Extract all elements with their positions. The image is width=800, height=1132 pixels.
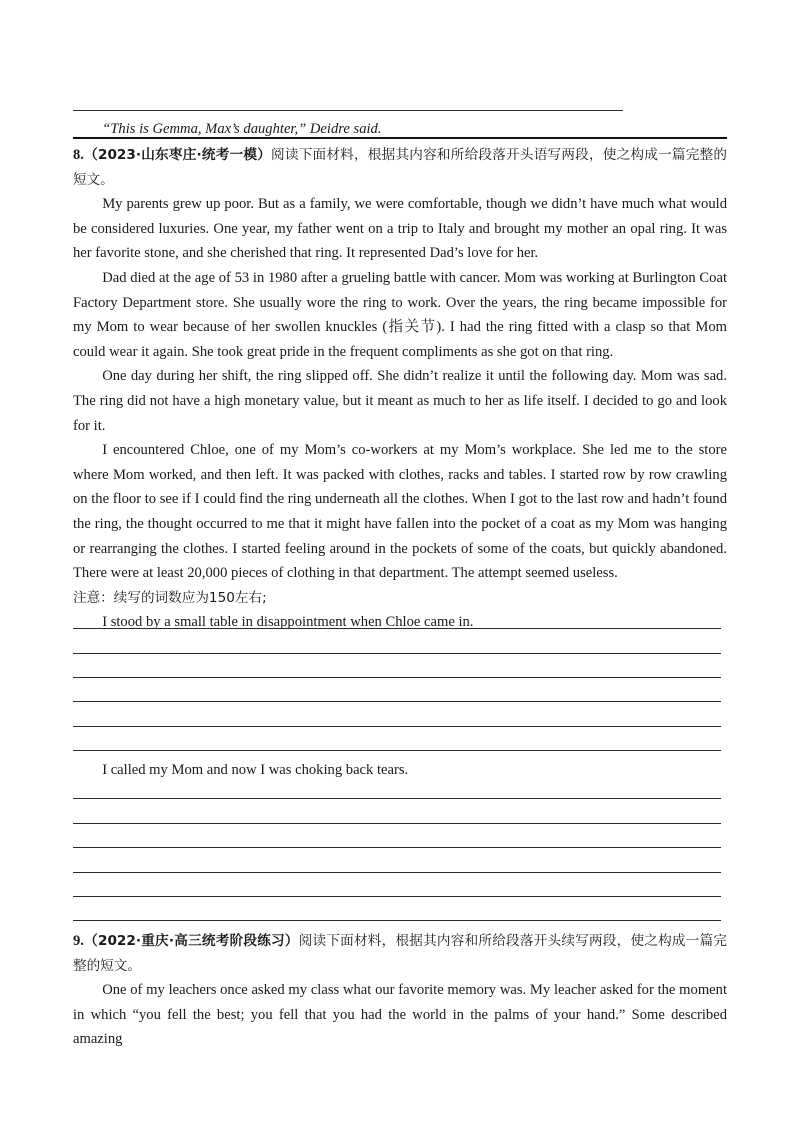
passage-paragraph: One of my leachers once asked my class what our favorite memory was. My leacher asked for the moment in which “you fell the best; you fell that you had the world in the palms of your hand.” Some described amazing — [73, 982, 727, 1048]
passage-paragraph: One day during her shift, the ring slipped off. She didn’t realize it until the following day. Mom was sad. The ring did not have a high monetary value, but it meant as much to her as life itself. I decided to go and look for it. — [73, 368, 727, 434]
question-number: 9. — [73, 933, 84, 949]
writing-line — [73, 110, 623, 111]
writing-line — [73, 823, 721, 824]
question-9-header — [73, 929, 727, 978]
writing-line — [73, 701, 721, 702]
writing-line — [73, 726, 721, 727]
passage-paragraph: I encountered Chloe, one of my Mom’s co-workers at my Mom’s workplace. She led me to the store where Mom worked, and then left. It was packed with clothes, racks and tables. I started row by row crawling on the floor to see if I could find the ring underneath all the clothes. When I got to the last row and hadn’t found the ring, the thought occurred to me that it might have fallen into the pocket of a coat as my Mom was hanging or rearranging the clothes. I started feeling around in the pockets of some of the coats, but quickly abandoned. There were at least 20,000 pieces of clothing in that department. The attempt seemed useless. — [73, 442, 727, 582]
question-8-prompt-2 — [73, 758, 727, 783]
section-divider — [73, 137, 727, 139]
writing-line — [73, 920, 721, 921]
writing-line — [73, 628, 721, 629]
writing-line — [73, 653, 721, 654]
writing-line — [73, 896, 721, 897]
question-instruction: 阅读下面材料，根据其内容和所给段落开头语写两段，使之构成一篇完整的短文。 — [73, 147, 727, 188]
word-count-note: 注意：续写的词数应为150左右; — [73, 589, 267, 606]
writing-line — [73, 750, 721, 751]
question-source: （2022·重庆·高三统考阶段练习） — [83, 933, 299, 949]
question-8-header — [73, 143, 727, 192]
question-instruction: 阅读下面材料，根据其内容和所给段落开头续写两段，使之构成一篇完整的短文。 — [73, 933, 727, 974]
top-quote: “This is Gemma, Max’s daughter,” Deidre said. — [102, 121, 382, 137]
question-number: 8. — [73, 147, 84, 163]
question-8 — [73, 143, 727, 635]
question-source: （2023·山东枣庄·统考一模） — [83, 147, 272, 163]
writing-line — [73, 677, 721, 678]
writing-line — [73, 872, 721, 873]
writing-line — [73, 847, 721, 848]
writing-line — [73, 798, 721, 799]
question-9 — [73, 929, 727, 1052]
passage-paragraph: My parents grew up poor. But as a family, we were comfortable, though we didn’t have much what would be considered luxuries. One year, my father went on a trip to Italy and brought my mother an opal ring. It was her favorite stone, and she cherished that ring. It represented Dad’s love for her. — [73, 196, 727, 262]
passage-paragraph: Dad died at the age of 53 in 1980 after a grueling battle with cancer. Mom was working at Burlington Coat Factory Department store. She usually wore the ring to work. Over the years, the ring became impossible for my Mom to wear because of her swollen knuckles (指关节). I had the ring fitted with a clasp so that Mom could wear it again. She took great pride in the frequent compliments as she got on that ring. — [73, 269, 727, 360]
continuation-prompt-1: I stood by a small table in disappointment when Chloe came in. — [102, 614, 474, 631]
continuation-prompt-2: I called my Mom and now I was choking back tears. — [102, 762, 409, 778]
